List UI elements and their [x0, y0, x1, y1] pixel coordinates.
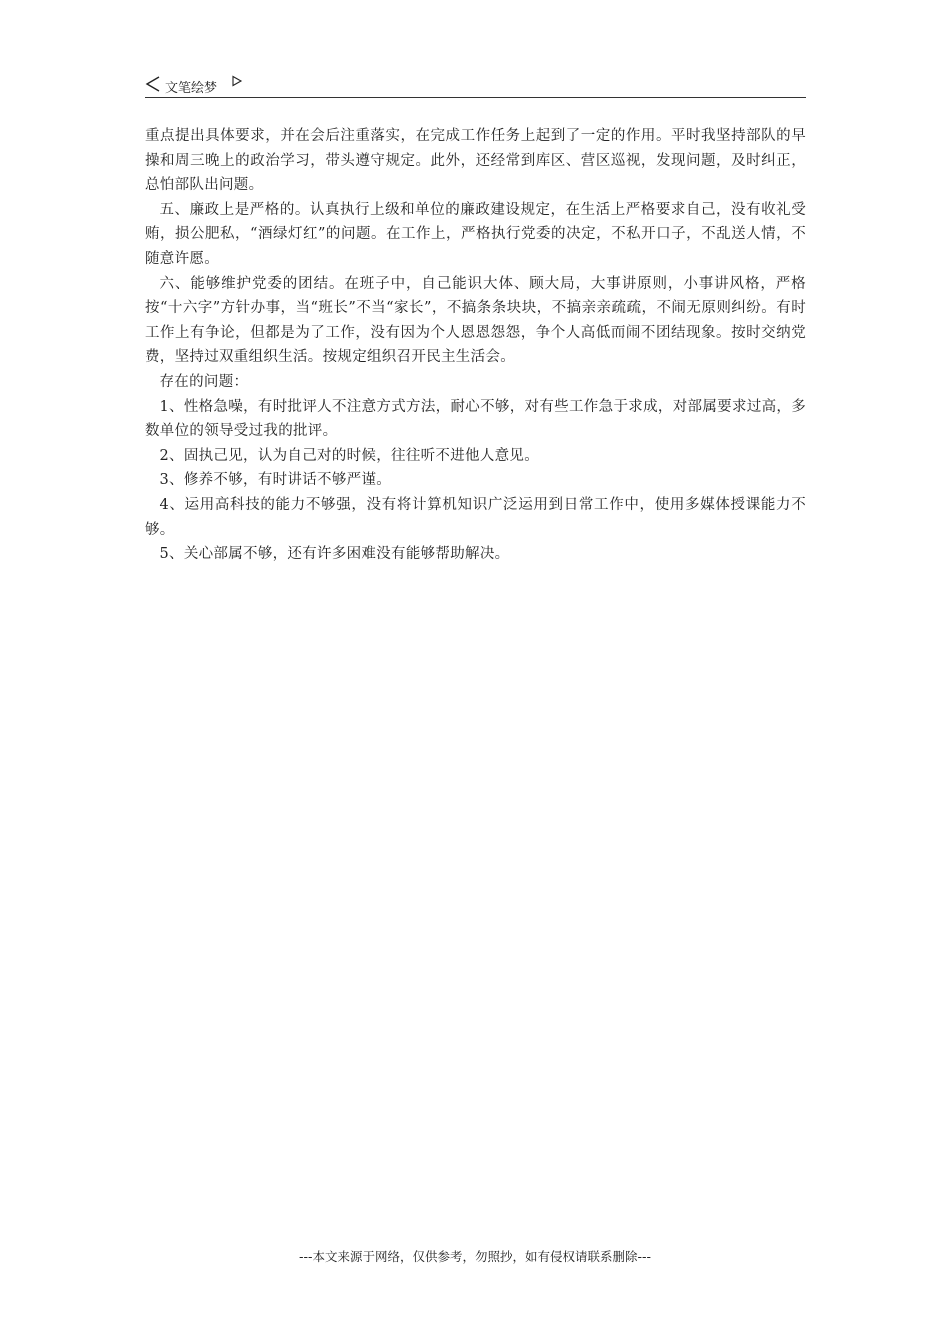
- problem-item-3: 3、修养不够，有时讲话不够严谨。: [159, 472, 392, 489]
- problems-heading: 存在的问题：: [159, 373, 249, 390]
- paragraph-section-five: 五、廉政上是严格的。认真执行上级和单位的廉政建设规定，在生活上严格要求自己，没有收礼受贿，损公肥私，“酒绿灯红”的问题。在工作上，严格执行党委的决定，不私开口子，不乱送人情，不随意许愿。: [145, 201, 806, 267]
- problem-item-1: 1、性格急噪，有时批评人不注意方式方法，耐心不够，对有些工作急于求成，对部属要求过高，多数单位的领导受过我的批评。: [145, 398, 806, 440]
- problem-item-2: 2、固执己见，认为自己对的时候，往往听不进他人意见。: [159, 447, 540, 464]
- document-body: [145, 124, 806, 567]
- paragraph-continued: 重点提出具体要求，并在会后注重落实，在完成工作任务上起到了一定的作用。平时我坚持部队的早操和周三晚上的政治学习，带头遵守规定。此外，还经常到库区、营区巡视，发现问题，及时纠正，总怕部队出问题。: [145, 128, 806, 194]
- triangle-right-outline-icon: [231, 75, 243, 87]
- page-header: [145, 74, 806, 98]
- paragraph-section-six: 六、能够维护党委的团结。在班子中，自己能识大体、顾大局，大事讲原则，小事讲风格，严格按“十六字”方针办事，当“班长”不当“家长”，不搞条条块块，不搞亲亲疏疏，不闹无原则纠纷。有时工作上有争论，但都是为了工作，没有因为个人恩恩怨怨，争个人高低而闹不团结现象。按时交纳党费，坚持过双重组织生活。按规定组织召开民主生活会。: [145, 275, 806, 366]
- page-footer-disclaimer: ---本文来源于网络，仅供参考，勿照抄，如有侵权请联系删除---: [298, 1249, 652, 1264]
- header-title: 文笔绘梦: [165, 81, 218, 96]
- triangle-left-outline-icon: [145, 76, 161, 92]
- problem-item-4: 4、运用高科技的能力不够强，没有将计算机知识广泛运用到日常工作中，使用多媒体授课能力不够。: [145, 496, 806, 538]
- problem-item-5: 5、关心部属不够，还有许多困难没有能够帮助解决。: [159, 546, 510, 563]
